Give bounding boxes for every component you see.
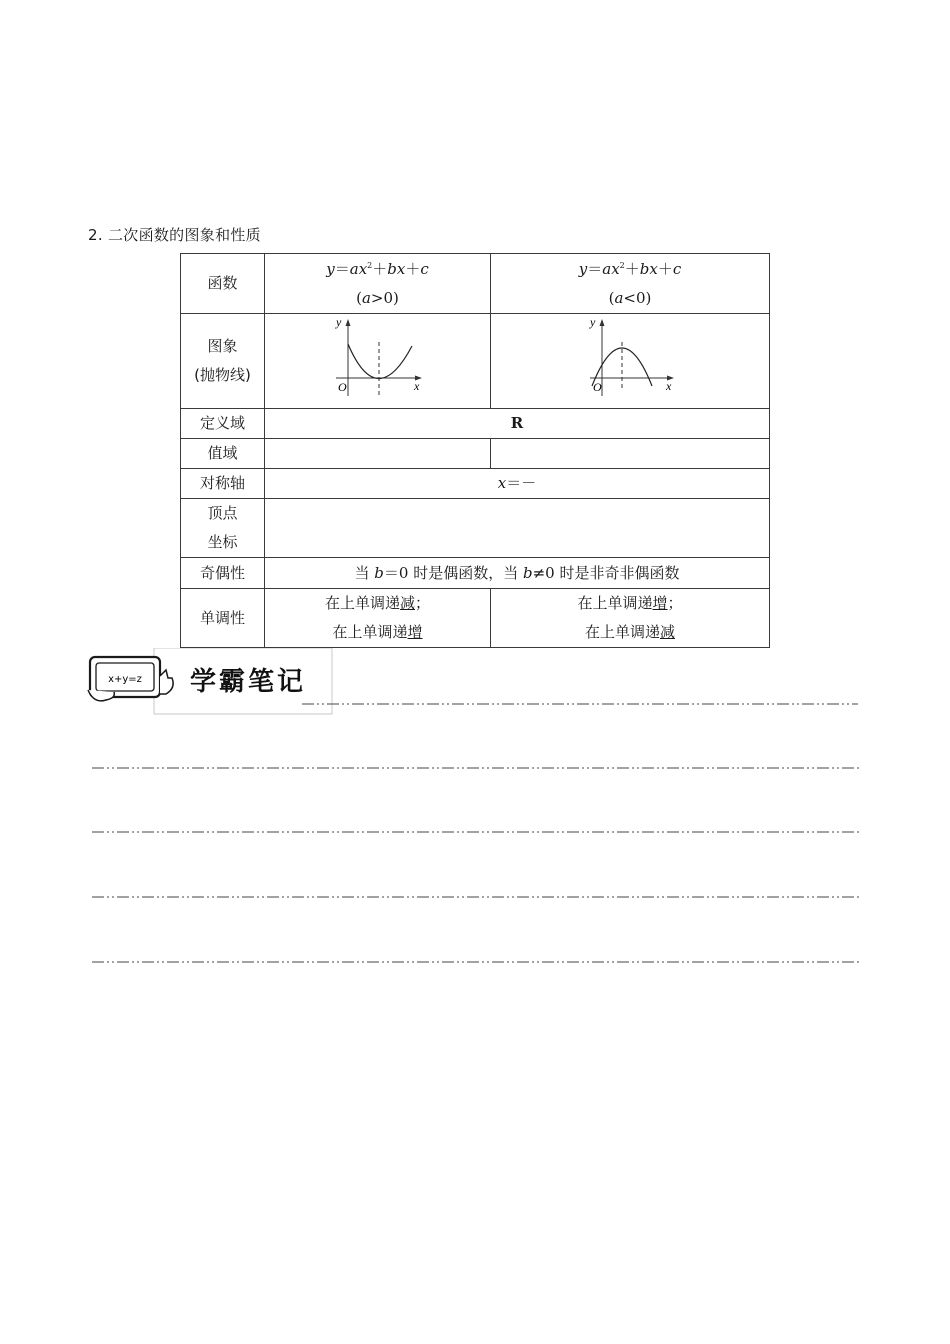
mono-word: 减 [660,623,676,641]
parabola-curve [348,344,412,379]
mono-text: 在上单调递 [584,623,660,641]
eq-y: y [326,259,335,278]
mono-line [491,589,769,618]
table-row [181,469,770,499]
axis-of-symmetry-value [265,469,770,499]
row-label-graph [181,314,265,409]
note-line [92,960,860,964]
parity-b: b [374,563,384,582]
table-row [181,558,770,589]
row-label-parity: 奇偶性 [181,558,265,589]
graph-cell-upward-parabola [265,314,491,409]
parity-value [265,558,770,589]
row-label-range: 值域 [181,439,265,469]
eq-plus: ＋ [624,259,640,278]
mono-word: 增 [407,623,423,641]
row-label-vertex [181,499,265,558]
eq-c: c [420,259,429,278]
cond-rest: <0) [623,288,652,307]
parity-text: ≠0 时是非奇非偶函数 [532,563,680,582]
range-value-a-negative [491,439,770,469]
origin-label: O [337,380,347,394]
condition [491,284,769,313]
label-line: 顶点 [207,504,238,522]
note-line [302,702,858,706]
axis-label-x: x [666,379,672,393]
eq-plus: ＋ [405,259,421,278]
parity-b: b [522,563,533,582]
mono-text: 在上单调递 [324,594,400,612]
table-row [181,499,770,558]
table-row [181,254,770,314]
table-row [181,314,770,409]
eq-y: y [578,259,588,278]
axis-label-y: y [335,316,341,329]
row-label-monotonicity: 单调性 [181,589,265,648]
equation [491,255,769,284]
eq-plus: ＋ [372,259,388,278]
board-text: x+y=z [108,674,142,685]
axis-label-y: y [590,316,596,329]
eq-ax: ax [349,259,368,278]
downward-parabola-graph [580,316,680,406]
cond-open: ( [356,288,362,307]
label-line: (抛物线) [194,366,251,384]
function-cell-a-negative [491,254,770,314]
table-row [181,409,770,439]
mono-text: 在上单调递 [577,594,653,612]
upward-parabola-graph [328,316,428,406]
row-label-function: 函数 [181,254,265,314]
table-row [181,589,770,648]
quadratic-properties-table [180,253,770,648]
row-label-domain: 定义域 [181,409,265,439]
mono-text: 在上单调递 [332,623,408,641]
eq-plus: ＋ [657,259,673,278]
table-row [181,439,770,469]
note-line [92,895,860,899]
row-label-axis-of-symmetry: 对称轴 [181,469,265,499]
mono-line [265,618,490,647]
cond-rest: >0) [370,288,399,307]
function-cell-a-positive [265,254,491,314]
axis-rest: ＝－ [506,474,537,492]
axis-x: x [497,474,507,492]
mono-word: 增 [652,594,668,612]
eq-c: c [672,259,682,278]
range-value-a-positive [265,439,491,469]
y-axis-arrow-icon [345,319,350,326]
eq-exponent: 2 [619,260,625,270]
label-line: 图象 [207,337,238,355]
cond-open: ( [608,288,615,307]
graph-cell-downward-parabola [491,314,770,409]
mono-text: ； [415,594,431,612]
vertex-value [265,499,770,558]
cond-a: a [614,288,624,307]
monotonicity-a-negative [491,589,770,648]
label-line: 坐标 [207,533,238,551]
parity-text: ＝0 时是偶函数，当 [383,563,523,582]
condition [265,284,490,313]
notes-title: 学霸笔记 [190,667,307,697]
equation [265,255,490,284]
mono-line [491,618,769,647]
mono-line [265,589,490,618]
eq-equals: ＝ [334,259,350,278]
parity-text: 当 [354,563,375,582]
eq-bx: bx [639,259,658,278]
origin-label: O [593,380,602,394]
note-line [92,766,860,770]
domain-value: R [265,409,770,439]
eq-bx: bx [387,259,406,278]
hand-right-pointing-icon [160,670,173,694]
cond-a: a [361,288,371,307]
mono-word: 减 [399,594,415,612]
eq-equals: ＝ [587,259,603,278]
axis-label-x: x [413,379,419,393]
section-heading: 2. 二次函数的图象和性质 [88,226,261,244]
y-axis-arrow-icon [600,319,605,326]
note-line [92,830,860,834]
eq-exponent: 2 [367,260,373,270]
eq-ax: ax [602,259,620,278]
mono-text: ； [667,594,683,612]
monotonicity-a-positive [265,589,491,648]
